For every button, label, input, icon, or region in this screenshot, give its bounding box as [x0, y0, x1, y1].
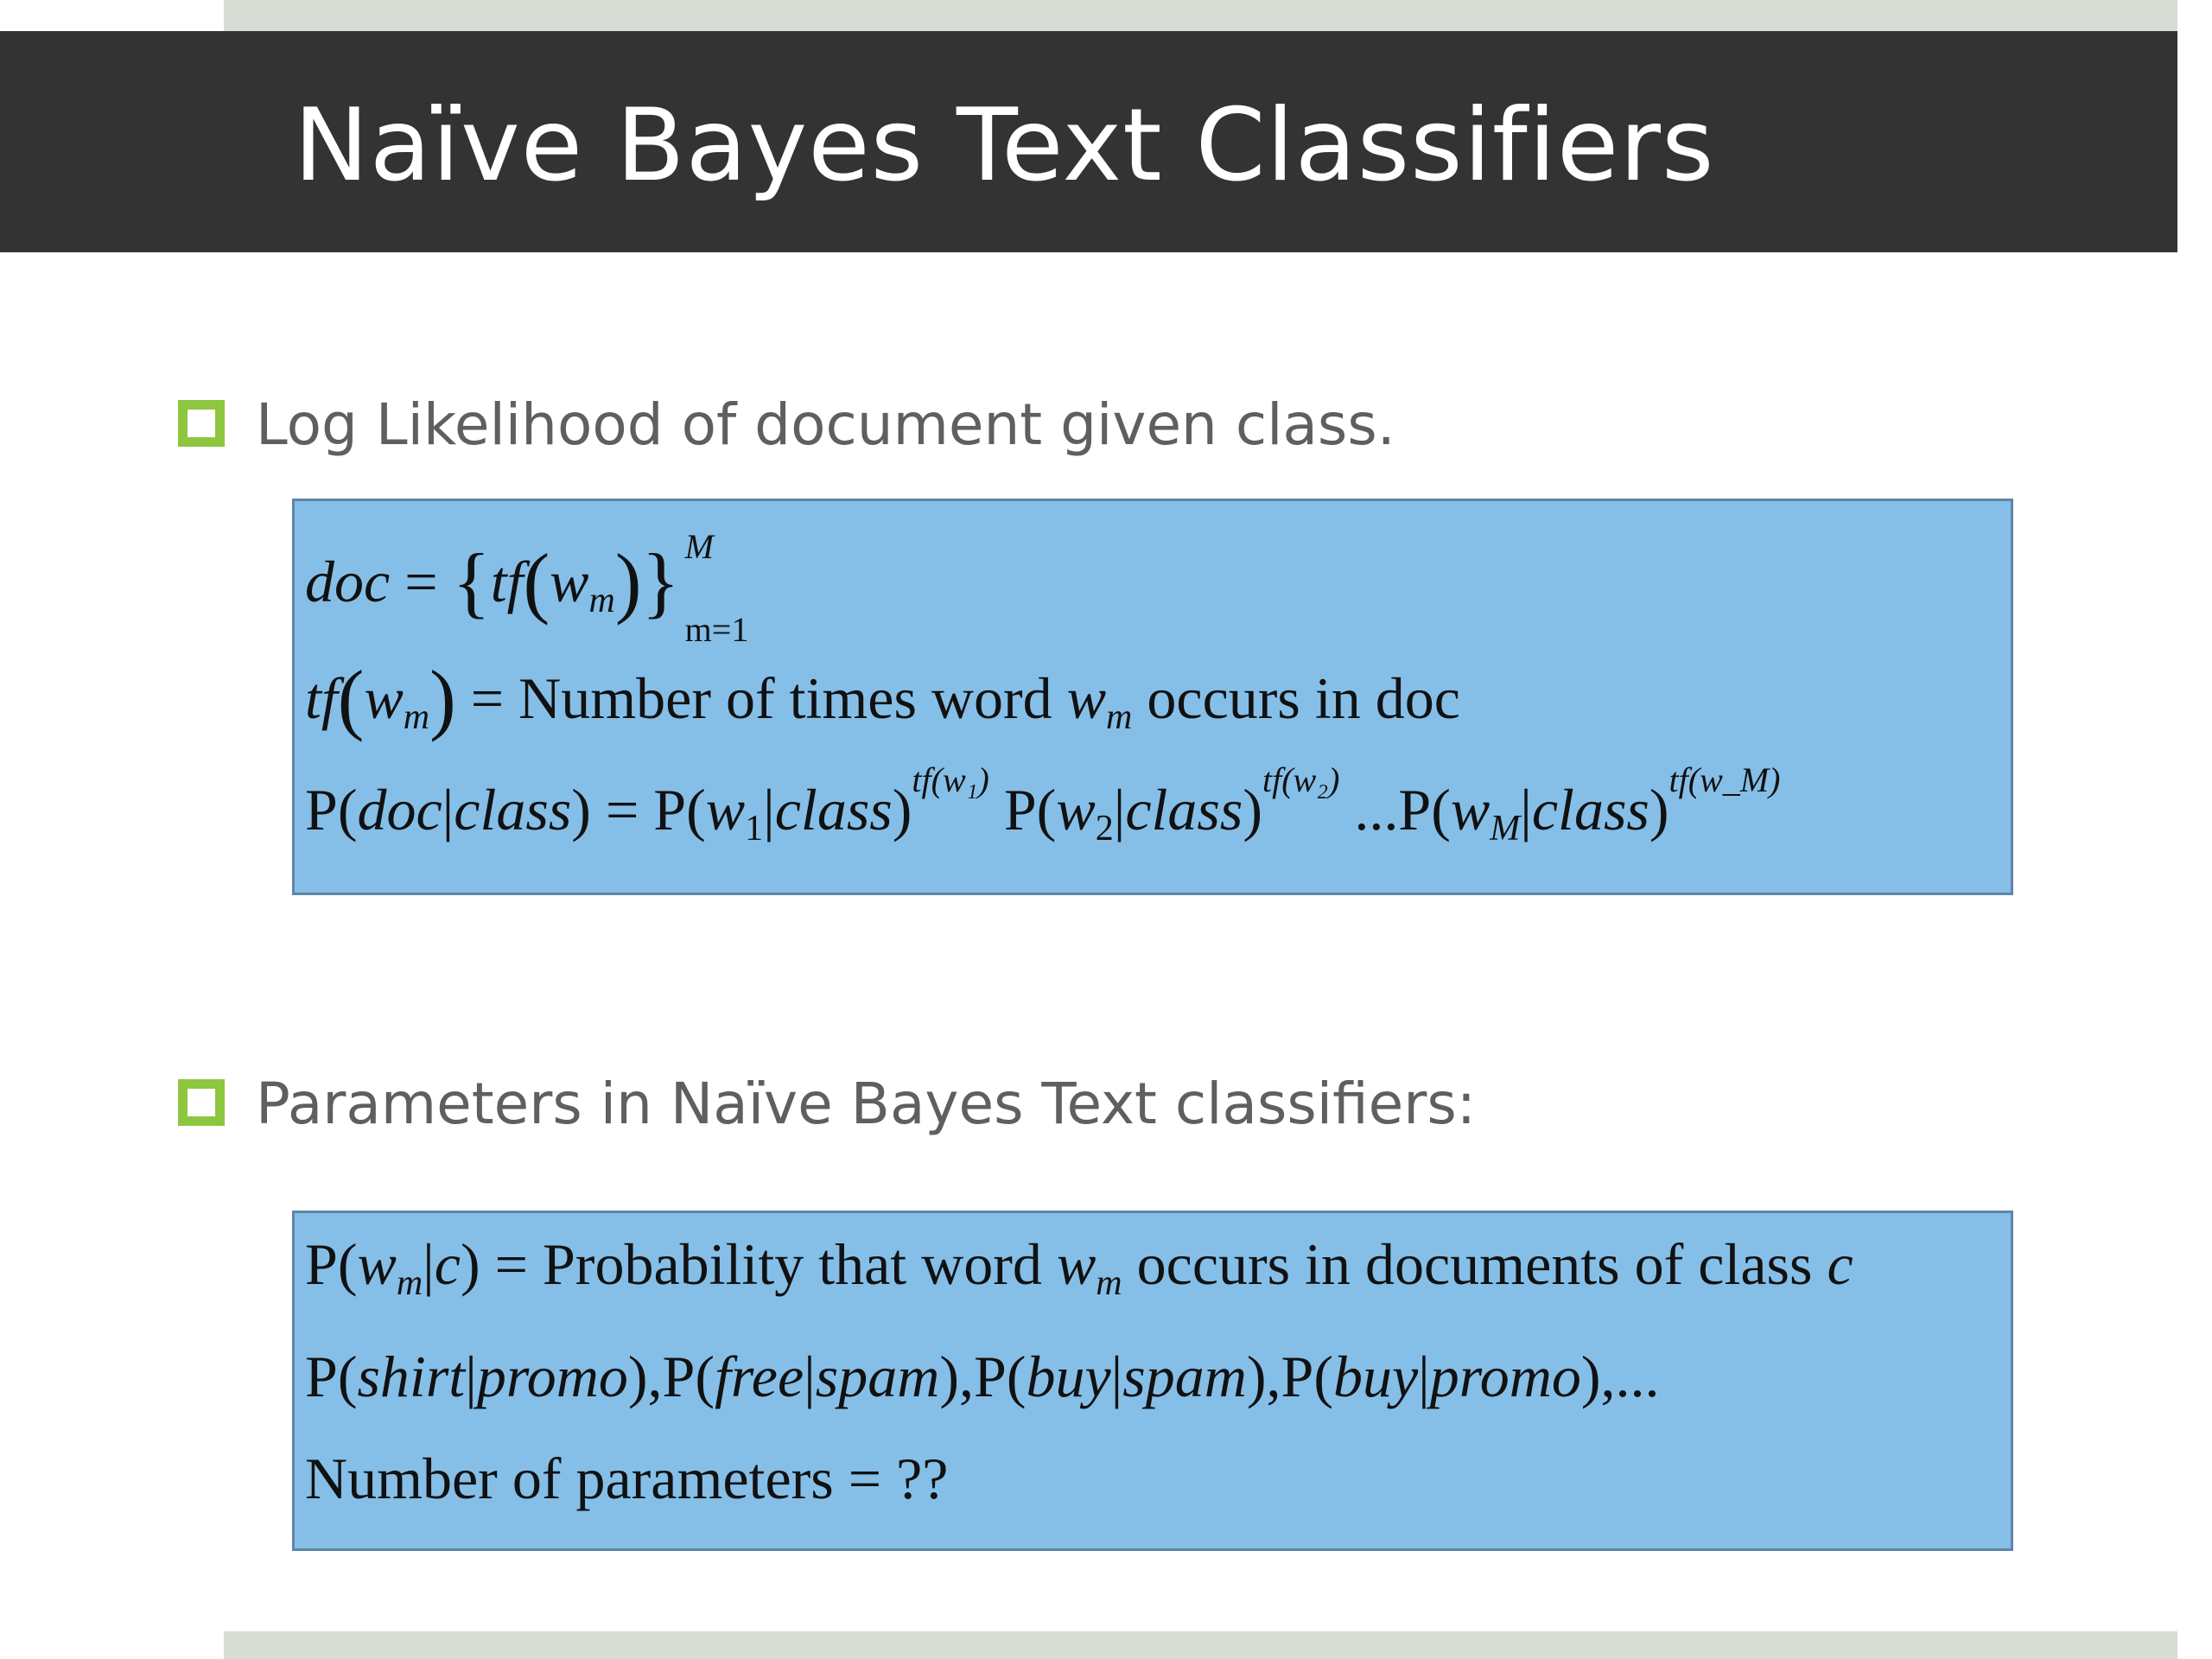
prob-ellipsis: ),... — [1580, 1344, 1660, 1409]
m-subscript: m — [403, 697, 430, 737]
tf-symbol: tf — [305, 665, 338, 731]
subscript-1: 1 — [745, 809, 764, 849]
equation-doc-definition — [305, 527, 758, 649]
word-buy: buy — [1026, 1344, 1111, 1409]
bottom-decor-strip — [224, 1631, 2177, 1659]
m-subscript: m — [1106, 697, 1133, 737]
equals-sign: = — [590, 777, 654, 842]
bullet-text-1: Log Likelihood of document given class. — [256, 391, 1395, 458]
class-symbol: class — [774, 777, 893, 842]
formula-box-likelihood — [292, 499, 2013, 895]
prob-description: = Probability that word — [480, 1231, 1057, 1297]
equation-tf-definition — [305, 652, 1460, 744]
prob-open: ...P( — [1339, 777, 1451, 842]
prob-separator: ),P( — [627, 1344, 715, 1409]
left-paren: ( — [523, 537, 550, 626]
doc-symbol: doc — [305, 549, 391, 614]
prob-open: P( — [653, 777, 706, 842]
equals-sign: = — [404, 549, 438, 614]
left-paren: ( — [337, 654, 365, 742]
prob-open: P( — [305, 1231, 358, 1297]
w-symbol: w — [1056, 777, 1096, 842]
upper-limit: M — [684, 527, 714, 566]
tf-description-tail: occurs in doc — [1132, 665, 1460, 731]
class-promo: promo — [476, 1344, 628, 1409]
w-symbol: w — [550, 549, 589, 614]
given-bar: | — [1520, 777, 1532, 842]
top-decor-strip — [224, 0, 2177, 31]
prob-open: P( — [305, 777, 358, 842]
exponent-2: tf(w₂) — [1262, 760, 1340, 799]
equation-parameter-examples — [305, 1343, 1660, 1411]
c-symbol: c — [1827, 1231, 1853, 1297]
left-brace: { — [452, 537, 491, 626]
right-paren: ) — [614, 537, 642, 626]
prob-separator: ),P( — [939, 1344, 1027, 1409]
class-promo: promo — [1429, 1344, 1581, 1409]
w-symbol: w — [1450, 777, 1491, 842]
subscript-2: 2 — [1095, 809, 1114, 849]
prob-close: ) — [892, 777, 912, 842]
tf-symbol: tf — [490, 549, 524, 614]
word-free: free — [714, 1344, 804, 1409]
w-symbol: w — [705, 777, 746, 842]
given-bar: | — [763, 777, 775, 842]
lower-limit: m=1 — [684, 610, 749, 649]
given-bar: | — [423, 1231, 435, 1297]
word-shirt: shirt — [357, 1344, 466, 1409]
given-bar: | — [442, 777, 454, 842]
w-symbol: w — [1056, 1231, 1096, 1297]
given-bar: | — [1113, 777, 1126, 842]
prob-separator: ),P( — [1246, 1344, 1333, 1409]
prob-close: ) — [571, 777, 591, 842]
w-symbol: w — [1066, 665, 1107, 731]
doc-symbol: doc — [357, 777, 442, 842]
prob-close: ) — [1649, 777, 1669, 842]
right-paren: ) — [429, 654, 456, 742]
bullet-text-2: Parameters in Naïve Bayes Text classifiers: — [256, 1071, 1477, 1137]
class-spam: spam — [1122, 1344, 1247, 1409]
w-symbol: w — [364, 665, 404, 731]
c-symbol: c — [434, 1231, 461, 1297]
subscript-M: M — [1490, 809, 1521, 849]
given-bar: | — [804, 1344, 816, 1409]
class-spam: spam — [815, 1344, 940, 1409]
given-bar: | — [1418, 1344, 1430, 1409]
prob-description-tail: occurs in documents of class — [1122, 1231, 1827, 1297]
given-bar: | — [1110, 1344, 1123, 1409]
given-bar: | — [465, 1344, 477, 1409]
square-bullet-icon — [178, 1079, 225, 1126]
m-subscript: m — [588, 581, 615, 620]
equation-doc-probability — [305, 760, 1781, 849]
prob-close: ) — [1243, 777, 1262, 842]
formula-box-parameters — [292, 1211, 2013, 1551]
prob-close: ) — [460, 1231, 480, 1297]
class-symbol: class — [454, 777, 572, 842]
class-symbol: class — [1125, 777, 1243, 842]
w-symbol: w — [357, 1231, 397, 1297]
equation-word-probability — [305, 1230, 1853, 1303]
slide-title: Naïve Bayes Text Classifiers — [294, 87, 1715, 204]
exponent-1: tf(w₁) — [912, 760, 989, 799]
word-buy: buy — [1332, 1344, 1419, 1409]
square-bullet-icon — [178, 400, 225, 447]
right-brace: } — [641, 537, 680, 626]
prob-open: P( — [305, 1344, 358, 1409]
equation-parameter-count: Number of parameters = ?? — [305, 1446, 949, 1511]
m-subscript: m — [1096, 1263, 1122, 1303]
m-subscript: m — [396, 1263, 423, 1303]
class-symbol: class — [1531, 777, 1649, 842]
prob-open: P( — [988, 777, 1057, 842]
exponent-M: tf(w_M) — [1669, 760, 1781, 799]
tf-description: = Number of times word — [455, 665, 1067, 731]
